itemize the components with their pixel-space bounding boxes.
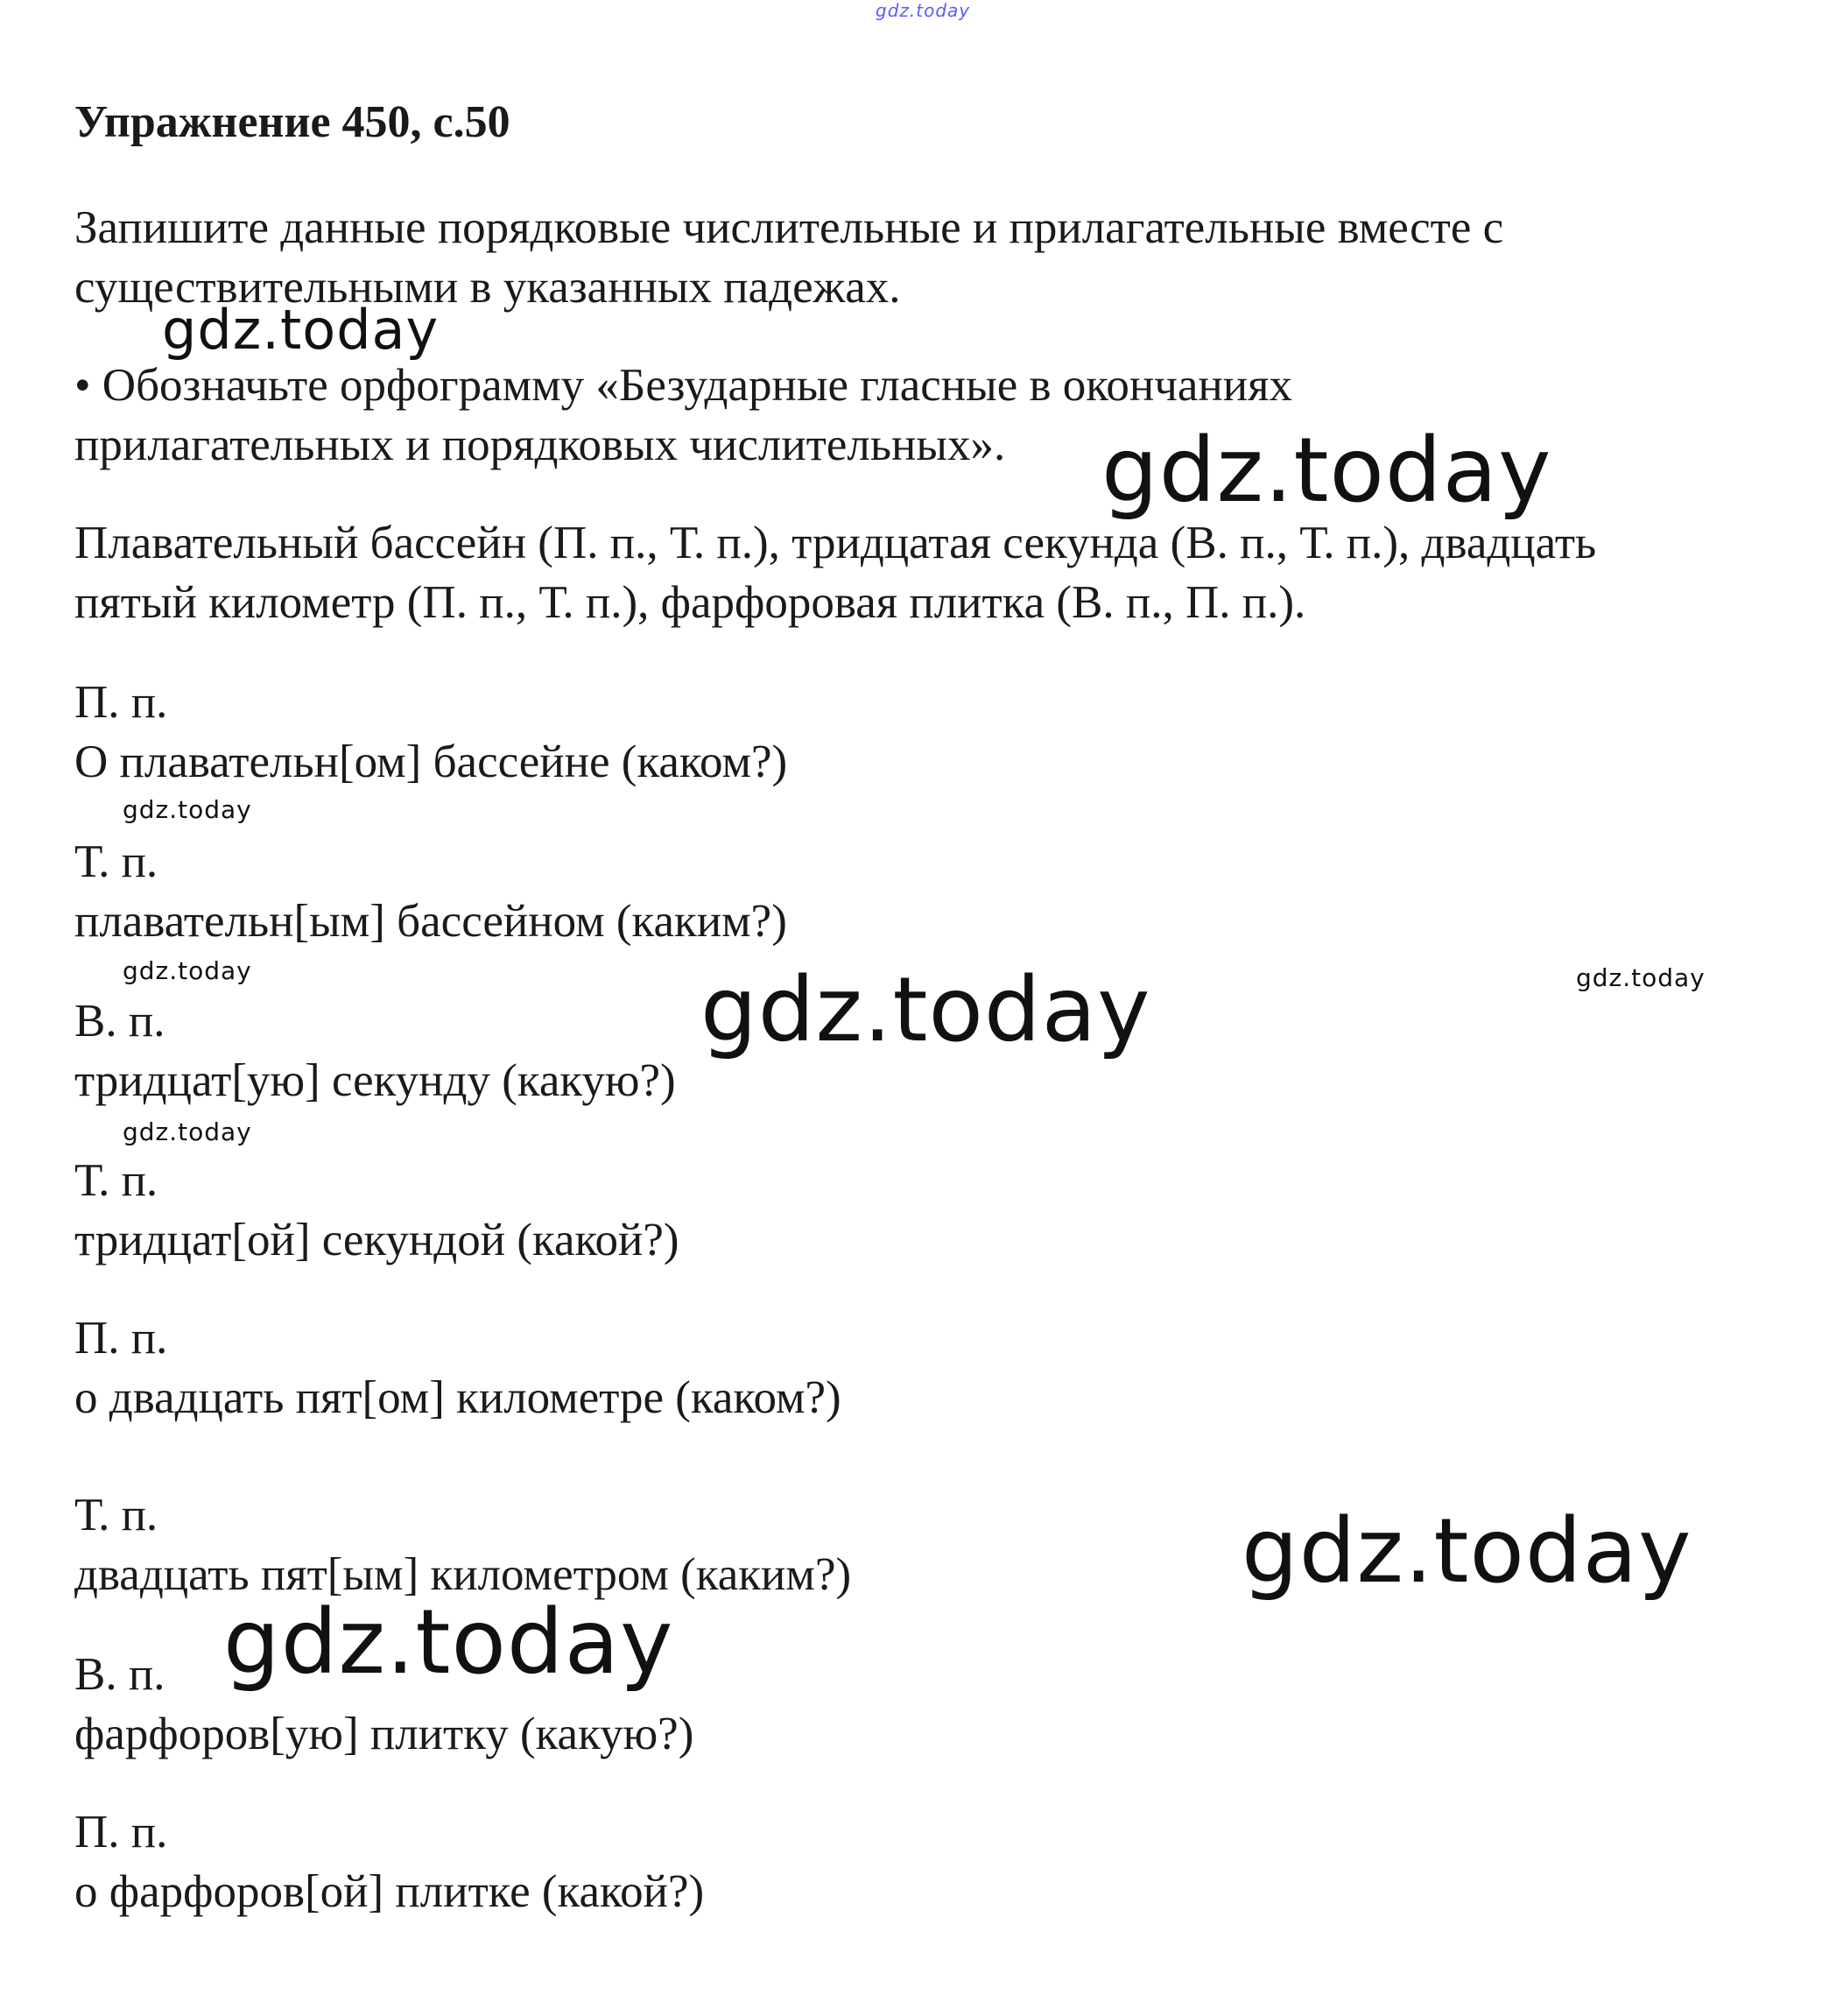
watermark-top: gdz.today	[876, 0, 971, 21]
task-line-3: • Обозначьте орфограмму «Безударные гласные в окончаниях	[74, 360, 1293, 411]
answer-case-3: В. п.	[74, 996, 165, 1047]
task-line-1: Запишите данные порядковые числительные и прилагательные вместе с	[74, 202, 1504, 253]
watermark-4: gdz.today	[123, 956, 252, 985]
answer-text-4: тридцат[ой] секундой (какой?)	[74, 1215, 679, 1265]
answer-text-3: тридцат[ую] секунду (какую?)	[74, 1055, 676, 1106]
phrases-line-2: пятый километр (П. п., Т. п.), фарфоровая плитка (В. п., П. п.).	[74, 577, 1306, 628]
answer-case-7: В. п.	[74, 1649, 165, 1700]
answer-case-2: Т. п.	[74, 836, 158, 887]
answer-case-6: Т. п.	[74, 1490, 158, 1540]
answer-case-5: П. п.	[74, 1313, 168, 1364]
watermark-3: gdz.today	[123, 795, 252, 824]
watermark-6: gdz.today	[700, 958, 1151, 1062]
answer-text-6: двадцать пят[ым] километром (каким?)	[74, 1549, 852, 1600]
answer-case-4: Т. п.	[74, 1155, 158, 1206]
exercise-title: Упражнение 450, с.50	[74, 97, 510, 147]
task-line-4: прилагательных и порядковых числительных».	[74, 419, 1006, 470]
answer-text-7: фарфоров[ую] плитку (какую?)	[74, 1709, 694, 1759]
answer-text-5: о двадцать пят[ом] километре (каком?)	[74, 1372, 841, 1423]
answer-text-1: О плавательн[ом] бассейне (каком?)	[74, 737, 788, 787]
watermark-1: gdz.today	[162, 298, 440, 362]
phrases-line-1: Плавательный бассейн (П. п., Т. п.), тридцатая секунда (В. п., Т. п.), двадцать	[74, 518, 1597, 568]
answer-case-8: П. п.	[74, 1807, 168, 1857]
answer-text-2: плавательн[ым] бассейном (каким?)	[74, 896, 787, 947]
watermark-5: gdz.today	[1576, 963, 1706, 992]
answer-text-8: о фарфоров[ой] плитке (какой?)	[74, 1866, 705, 1917]
watermark-2: gdz.today	[1101, 419, 1552, 523]
answer-case-1: П. п.	[74, 677, 168, 728]
watermark-8: gdz.today	[1242, 1499, 1692, 1604]
watermark-9: gdz.today	[223, 1590, 674, 1695]
task-line-2: существительными в указанных падежах.	[74, 262, 901, 313]
watermark-7: gdz.today	[123, 1117, 252, 1146]
